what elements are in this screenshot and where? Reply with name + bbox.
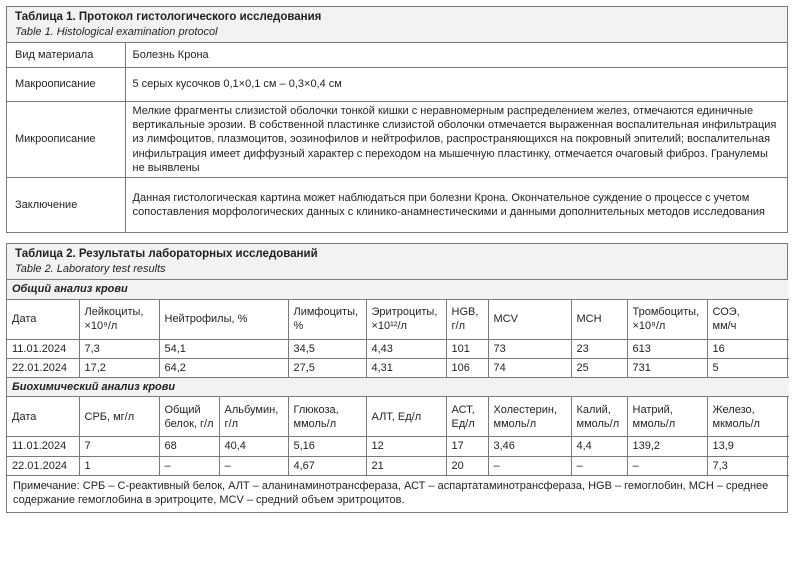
cell-value: 17	[446, 437, 488, 456]
column-header: Лимфоциты, %	[288, 299, 366, 339]
cell-value: 613	[627, 339, 707, 358]
cell-value: 17,2	[79, 358, 159, 377]
cbc-section-title: Общий анализ крови	[7, 280, 789, 299]
table1-subtitle: Table 1. Histological examination protocol	[15, 25, 218, 38]
cell-value: 21	[366, 456, 446, 475]
table1-body	[7, 43, 787, 231]
cell-value: 4,31	[366, 358, 446, 377]
biochem-header-row	[7, 397, 789, 437]
table-row	[7, 358, 789, 377]
row-value: Данная гистологическая картина может наблюдаться при болезни Крона. Окончательное суждение о процессе с учетом сопоставления морфологических данных с клинико-анамнестическими и данными дополнительных методов исследования	[125, 178, 787, 232]
table-row	[7, 437, 789, 456]
lab-results-table	[6, 243, 788, 513]
cell-value: 731	[627, 358, 707, 377]
column-header: Железо, мкмоль/л	[707, 397, 789, 437]
column-header: Натрий, ммоль/л	[627, 397, 707, 437]
table-row	[7, 101, 787, 177]
cell-value: 7,3	[707, 456, 789, 475]
cbc-header-row	[7, 299, 789, 339]
table2-title: Таблица 2. Результаты лабораторных исследований	[15, 248, 318, 260]
section-row	[7, 280, 789, 299]
cell-value: 16	[707, 339, 789, 358]
cell-value: 5	[707, 358, 789, 377]
column-header: АЛТ, Ед/л	[366, 397, 446, 437]
cell-value: 34,5	[288, 339, 366, 358]
row-key: Заключение	[7, 178, 125, 232]
column-header: СОЭ, мм/ч	[707, 299, 789, 339]
section-row	[7, 378, 789, 397]
table1-title: Таблица 1. Протокол гистологического исследования	[15, 11, 322, 23]
table-row	[7, 339, 789, 358]
row-value: 5 серых кусочков 0,1×0,1 см – 0,3×0,4 см	[125, 67, 787, 101]
cell-value: –	[488, 456, 571, 475]
cell-value: 7	[79, 437, 159, 456]
cell-value: 54,1	[159, 339, 288, 358]
cell-value: 106	[446, 358, 488, 377]
cell-value: 101	[446, 339, 488, 358]
column-header: Тромбоциты, ×10⁹/л	[627, 299, 707, 339]
column-header: Общий белок, г/л	[159, 397, 219, 437]
row-value: Мелкие фрагменты слизистой оболочки тонкой кишки с неравномерным распределением желез, отмечаются единичные вертикальные эрозии. В собственной пластинке слизистой оболочки отмечается выраженная воспалительная инфильтрация из лимфоцитов, плазмоцитов, эозинофилов и нейтрофилов, распространяющихся на покровный эпителий; воспалительная инфильтрация имеет диффузный характер с переходом на мышечную пластинку, отмечается очаговый фиброз. Гранулемы не выявлены	[125, 101, 787, 177]
cell-value: 4,43	[366, 339, 446, 358]
cell-date: 11.01.2024	[7, 339, 79, 358]
row-value: Болезнь Крона	[125, 43, 787, 67]
cell-value: 74	[488, 358, 571, 377]
cell-value: 40,4	[219, 437, 288, 456]
cell-value: 20	[446, 456, 488, 475]
column-header: Калий, ммоль/л	[571, 397, 627, 437]
biochem-section-title: Биохимический анализ крови	[7, 378, 789, 397]
cell-date: 22.01.2024	[7, 358, 79, 377]
column-header: Лейкоциты, ×10⁹/л	[79, 299, 159, 339]
column-header: Эритроциты, ×10¹²/л	[366, 299, 446, 339]
table2-subtitle: Table 2. Laboratory test results	[15, 262, 166, 275]
cell-value: –	[159, 456, 219, 475]
cell-value: 12	[366, 437, 446, 456]
column-header: АСТ, Ед/л	[446, 397, 488, 437]
column-header: Альбумин, г/л	[219, 397, 288, 437]
cell-value: 4,4	[571, 437, 627, 456]
cell-value: 23	[571, 339, 627, 358]
row-key: Вид материала	[7, 43, 125, 67]
cell-value: 68	[159, 437, 219, 456]
cell-value: 27,5	[288, 358, 366, 377]
column-header: MCH	[571, 299, 627, 339]
cell-value: 5,16	[288, 437, 366, 456]
row-key: Микроописание	[7, 101, 125, 177]
column-header: MCV	[488, 299, 571, 339]
table-row	[7, 178, 787, 232]
cell-value: 25	[571, 358, 627, 377]
cell-value: 4,67	[288, 456, 366, 475]
column-header: HGB, г/л	[446, 299, 488, 339]
cell-value: –	[571, 456, 627, 475]
table2-body	[7, 280, 789, 511]
table1-header	[7, 7, 787, 43]
table-note: Примечание: СРБ – С-реактивный белок, АЛТ – аланинаминотрансфераза, АСТ – аспартатаминотрансфераза, HGB – гемоглобин, MCH – среднее содержание гемоглобина в эритроците, MCV – средний объем эритроцитов.	[7, 476, 789, 512]
column-header: Холестерин, ммоль/л	[488, 397, 571, 437]
histology-table	[6, 6, 788, 233]
table-row	[7, 43, 787, 67]
column-header: СРБ, мг/л	[79, 397, 159, 437]
row-key: Макроописание	[7, 67, 125, 101]
column-header: Дата	[7, 397, 79, 437]
cell-value: –	[219, 456, 288, 475]
column-header: Дата	[7, 299, 79, 339]
column-header: Нейтрофилы, %	[159, 299, 288, 339]
cell-value: 1	[79, 456, 159, 475]
cell-date: 22.01.2024	[7, 456, 79, 475]
table2-header	[7, 244, 787, 280]
cell-value: –	[627, 456, 707, 475]
cell-value: 13,9	[707, 437, 789, 456]
note-row	[7, 476, 789, 512]
cell-date: 11.01.2024	[7, 437, 79, 456]
table-row	[7, 67, 787, 101]
table-row	[7, 456, 789, 475]
cell-value: 7,3	[79, 339, 159, 358]
cell-value: 139,2	[627, 437, 707, 456]
cell-value: 3,46	[488, 437, 571, 456]
cell-value: 73	[488, 339, 571, 358]
cell-value: 64,2	[159, 358, 288, 377]
column-header: Глюкоза, ммоль/л	[288, 397, 366, 437]
